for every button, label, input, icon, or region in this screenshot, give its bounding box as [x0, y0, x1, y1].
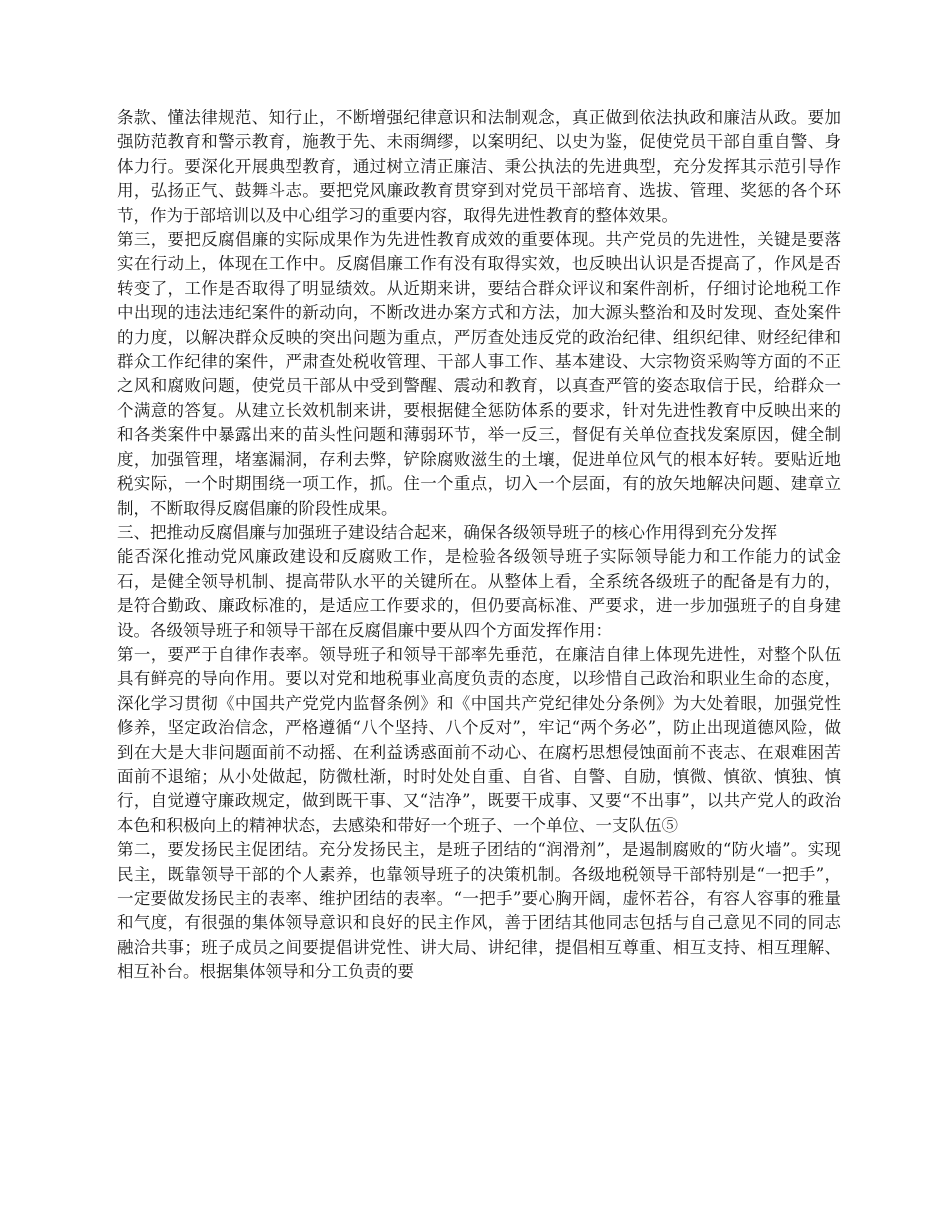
section-heading-three: 三、把推动反腐倡廉与加强班子建设结合起来，确保各级领导班子的核心作用得到充分发挥 — [117, 522, 777, 542]
paragraph-education-measures: 条款、懂法律规范、知行止，不断增强纪律意识和法制观念，真正做到依法执政和廉洁从政。要加强防范教育和警示教育，施教于先、未雨绸缪，以案明纪、以史为鉴，促使党员干部自重自警、身体力行。要深化开展典型教育，通过树立清正廉洁、秉公执法的先进典型，充分发挥其示范引导作用，弘扬正气、鼓舞斗志。要把党风廉政教育贯穿到对党员干部培育、选拔、管理、奖惩的各个环节，作为于部培训以及中心组学习的重要内容，取得先进性教育的整体效果。 — [117, 108, 841, 225]
paragraph-leadership-intro: 能否深化推动党风廉政建设和反腐败工作，是检验各级领导班子实际领导能力和工作能力的试金石，是健全领导机制、提高带队水平的关键所在。从整体上看，全系统各级班子的配备是有力的，是符合勤政、廉政标准的，是适应工作要求的，但仍要高标准、严要求，进一步加强班子的自身建设。各级领导班子和领导干部在反腐倡廉中要从四个方面发挥作用： — [117, 547, 841, 640]
paragraph-second-democracy: 第二，要发扬民主促团结。充分发扬民主，是班子团结的“润滑剂”，是遏制腐败的“防火墙”。实现民主，既靠领导干部的个人素养，也靠领导班子的决策机制。各级地税领导干部特别是“一把手”，一定要做发扬民主的表率、维护团结的表率。“一把手”要心胸开阔，虚怀若谷，有容人容事的雅量和气度，有很强的集体领导意识和良好的民主作风，善于团结其他同志包括与自己意见不同的同志融洽共事；班子成员之间要提倡讲党性、讲大局、讲纪律，提倡相互尊重、相互支持、相互理解、相互补台。根据集体领导和分工负责的要 — [117, 840, 841, 982]
paragraph-first-self-discipline: 第一，要严于自律作表率。领导班子和领导干部率先垂范，在廉洁自律上体现先进性，对整个队伍具有鲜亮的导向作用。要以对党和地税事业高度负责的态度，以珍惜自己政治和职业生命的态度，深化学习贯彻《中国共产党党内监督条例》和《中国共产党纪律处分条例》为大处着眼，加强党性修养，坚定政治信念，严格遵循“八个坚持、八个反对”，牢记“两个务必”，防止出现道德风险，做到在大是大非问题面前不动摇、在利益诱惑面前不动心、在腐朽思想侵蚀面前不丧志、在艰难困苦面前不退缩；从小处做起，防微杜渐，时时处处自重、自省、自警、自励，慎微、慎欲、慎独、慎行，自觉遵守廉政规定，做到既干事、又“洁净”，既要干成事、又要“不出事”，以共产党人的政治本色和积极向上的精神状态，去感染和带好一个班子、一个单位、一支队伍⑤ — [117, 644, 841, 835]
paragraph-third-practical-results: 第三，要把反腐倡廉的实际成果作为先进性教育成效的重要体现。共产党员的先进性，关键是要落实在行动上，体现在工作中。反腐倡廉工作有没有取得实效，也反映出认识是否提高了，作风是否转变了，工作是否取得了明显绩效。从近期来讲，要结合群众评议和案件剖析，仔细讨论地税工作中出现的违法违纪案件的新动向，不断改进办案方式和方法，加大源头整治和及时发现、查处案件的力度，以解决群众反映的突出问题为重点，严厉查处违反党的政治纪律、组织纪律、财经纪律和群众工作纪律的案件，严肃查处税收管理、干部人事工作、基本建设、大宗物资采购等方面的不正之风和腐败问题，使党员干部从中受到警醒、震动和教育，以真查严管的姿态取信于民，给群众一个满意的答复。从建立长效机制来讲，要根据健全惩防体系的要求，针对先进性教育中反映出来的和各类案件中暴露出来的苗头性问题和薄弱环节，举一反三，督促有关单位查找发案原因，健全制度，加强管理，堵塞漏洞，存利去弊，铲除腐败滋生的土壤，促进单位风气的根本好转。要贴近地税实际，一个时期围绕一项工作，抓。住一个重点，切入一个层面，有的放矢地解决问题、建章立制，不断取得反腐倡廉的阶段性成果。 — [117, 230, 841, 518]
document-body — [117, 106, 841, 985]
